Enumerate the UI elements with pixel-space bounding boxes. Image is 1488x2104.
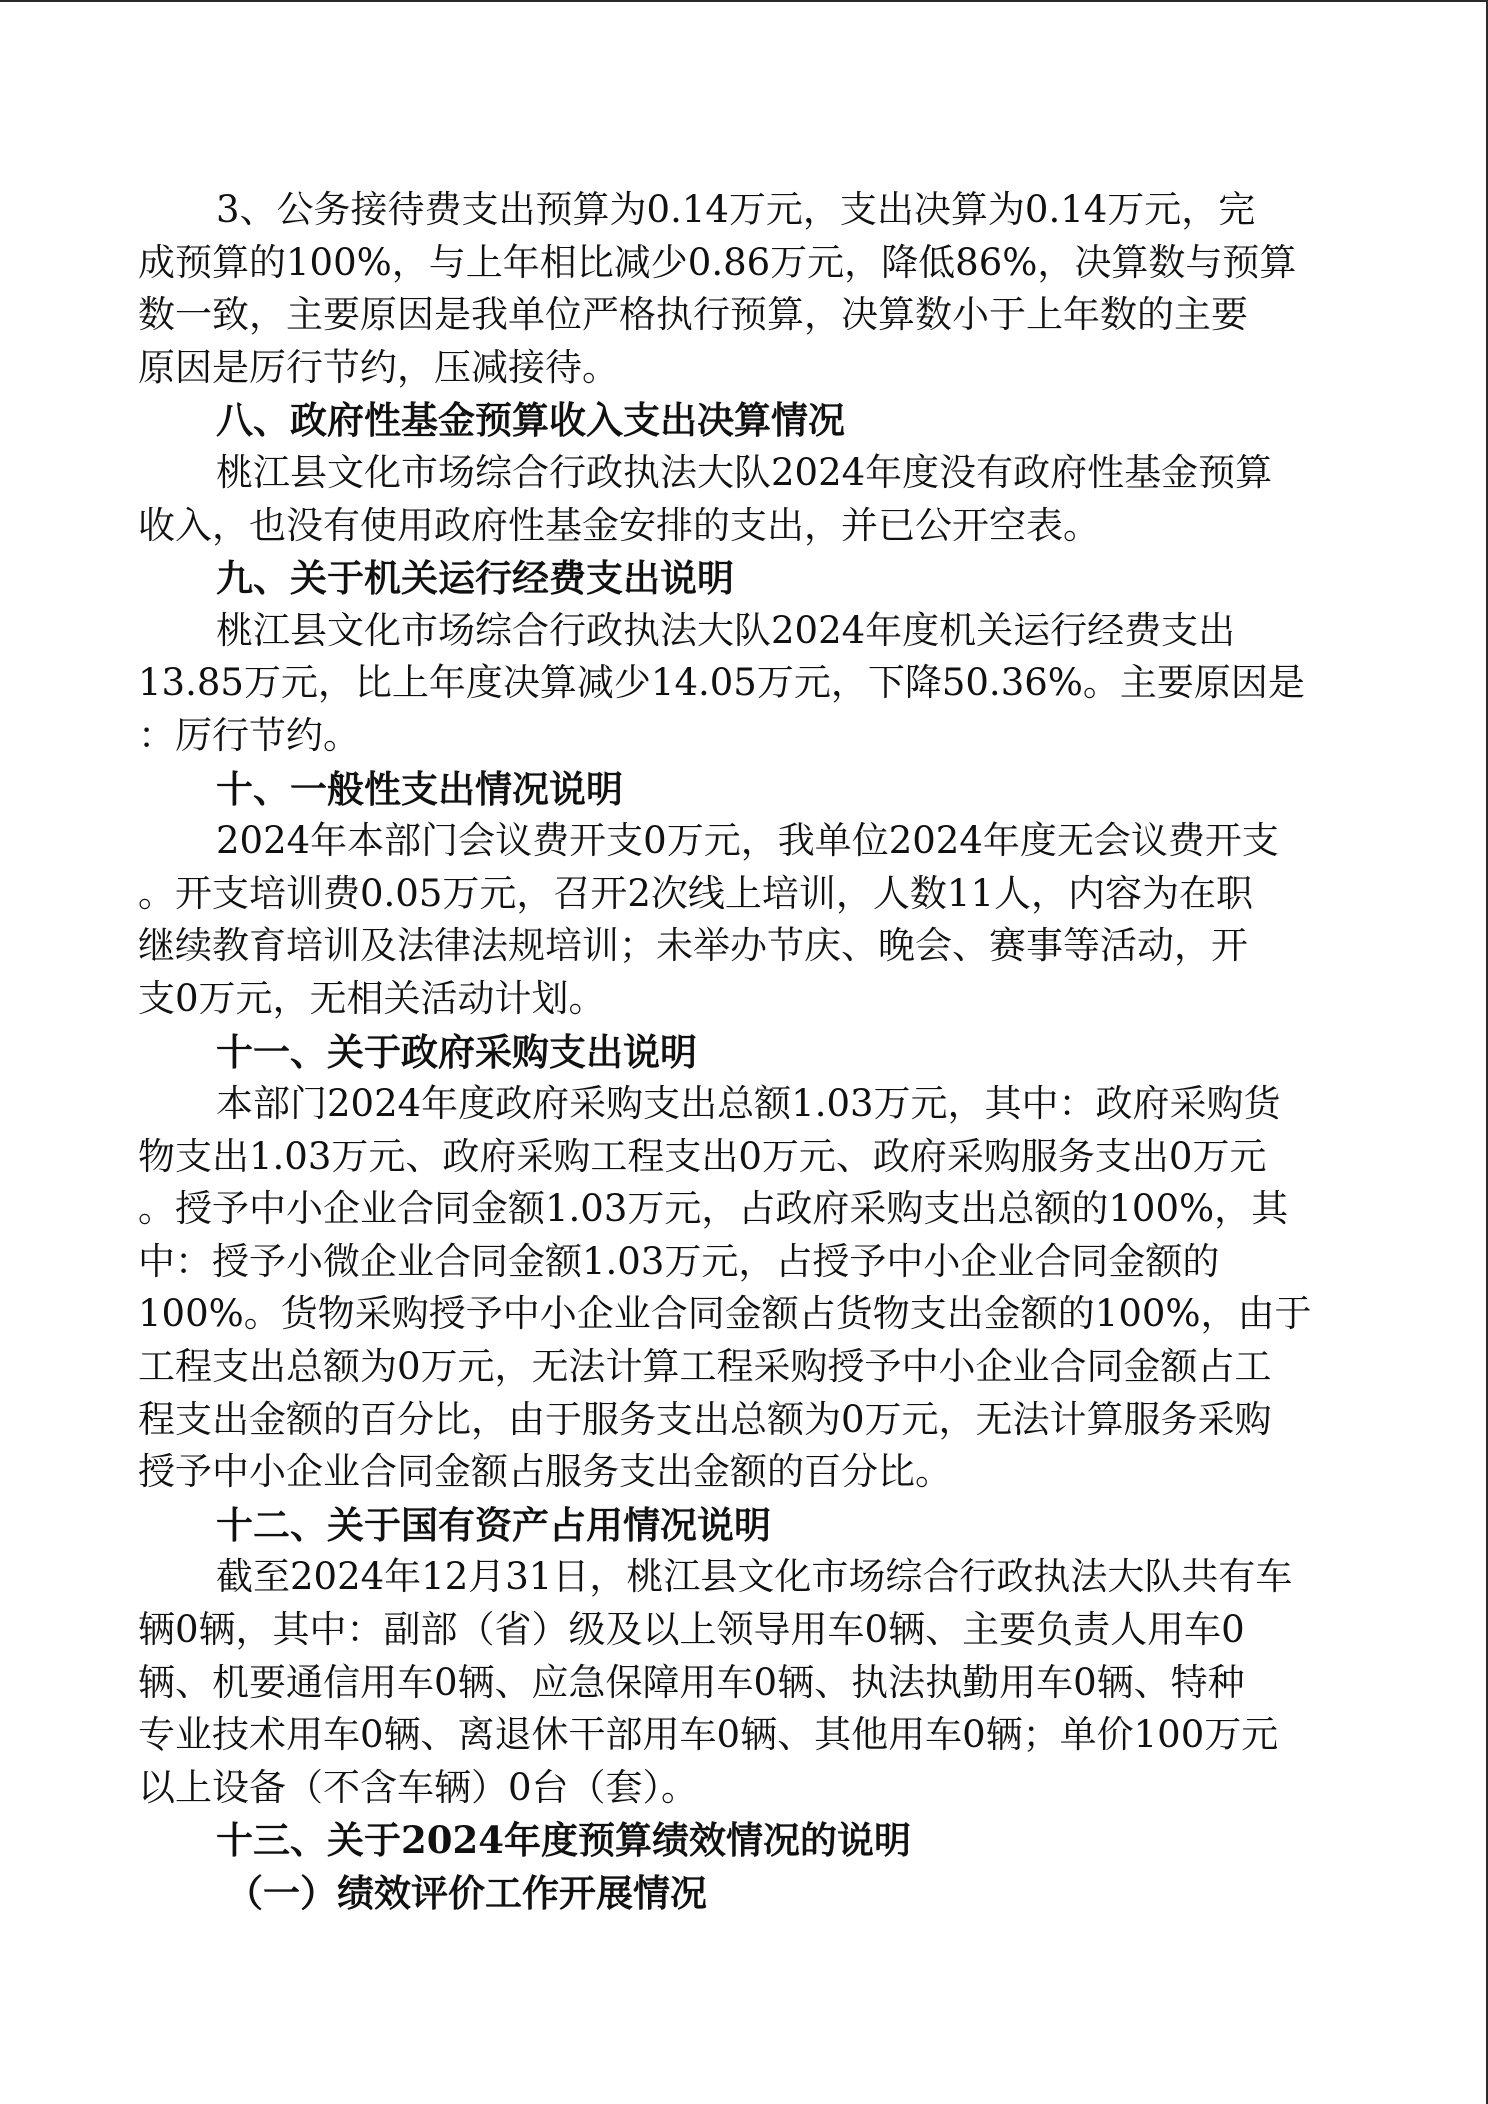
paragraph-line: 支0万元，无相关活动计划。 [138, 976, 606, 1020]
paragraph-line: 2024年本部门会议费开支0万元，我单位2024年度无会议费开支 [216, 819, 1279, 863]
section-general-expense [138, 763, 1348, 1026]
section-procurement [138, 1026, 1348, 1499]
paragraph-line: 100%。货物采购授予中小企业合同金额占货物支出金额的100%，由于 [138, 1292, 1312, 1336]
section-heading: 十一、关于政府采购支出说明 [216, 1029, 697, 1074]
section-gov-fund [138, 394, 1348, 552]
paragraph-line: 桃江县文化市场综合行政执法大队2024年度机关运行经费支出 [216, 608, 1236, 652]
paragraph-line: 原因是厉行节约，压减接待。 [138, 345, 619, 389]
section-heading: 九、关于机关运行经费支出说明 [216, 556, 734, 601]
paragraph-line: 授予中小企业合同金额占服务支出金额的百分比。 [138, 1450, 952, 1494]
paragraph-line: 桃江县文化市场综合行政执法大队2024年度没有政府性基金预算 [216, 450, 1273, 494]
paragraph-line: 截至2024年12月31日，桃江县文化市场综合行政执法大队共有车 [216, 1555, 1293, 1599]
paragraph-line: 辆、机要通信用车0辆、应急保障用车0辆、执法执勤用车0辆、特种 [138, 1660, 1245, 1704]
paragraph-line: 中：授予小微企业合同金额1.03万元，占授予中小企业合同金额的 [138, 1239, 1220, 1283]
section-heading: 八、政府性基金预算收入支出决算情况 [216, 398, 845, 443]
section-heading: 十、一般性支出情况说明 [216, 766, 623, 811]
section-state-assets [138, 1499, 1348, 1815]
paragraph-line: 专业技术用车0辆、离退休干部用车0辆、其他用车0辆；单价100万元 [138, 1713, 1279, 1757]
paragraph-line: 工程支出总额为0万元，无法计算工程采购授予中小企业合同金额占工 [138, 1345, 1272, 1389]
paragraph-line: 本部门2024年度政府采购支出总额1.03万元，其中：政府采购货 [216, 1082, 1281, 1126]
paragraph-line: 成预算的100%，与上年相比减少0.86万元，降低86%，决算数与预算 [138, 240, 1297, 284]
document-body [138, 184, 1348, 1920]
section-heading: 十三、关于2024年度预算绩效情况的说明 [216, 1818, 911, 1863]
paragraph-line: 13.85万元，比上年度决算减少14.05万元，下降50.36%。主要原因是 [138, 661, 1305, 705]
paragraph-line: 收入，也没有使用政府性基金安排的支出，并已公开空表。 [138, 503, 1100, 547]
section-operating-cost [138, 552, 1348, 762]
paragraph-line: 程支出金额的百分比，由于服务支出总额为0万元，无法计算服务采购 [138, 1397, 1272, 1441]
paragraph-line: 数一致，主要原因是我单位严格执行预算，决算数小于上年数的主要 [138, 293, 1248, 337]
paragraph-line: 物支出1.03万元、政府采购工程支出0万元、政府采购服务支出0万元 [138, 1134, 1267, 1178]
paragraph-line: 辆0辆，其中：副部（省）级及以上领导用车0辆、主要负责人用车0 [138, 1608, 1245, 1652]
paragraph-line: 继续教育培训及法律法规培训；未举办节庆、晚会、赛事等活动，开 [138, 924, 1248, 968]
paragraph-line: 3、公务接待费支出预算为0.14万元，支出决算为0.14万元，完 [216, 188, 1256, 231]
paragraph-line: 以上设备（不含车辆）0台（套）。 [138, 1765, 699, 1809]
subsection-heading: （一）绩效评价工作开展情况 [226, 1871, 707, 1915]
section-hospitality [138, 184, 1348, 394]
paragraph-line: 。开支培训费0.05万元，召开2次线上培训，人数11人，内容为在职 [138, 871, 1254, 915]
section-heading: 十二、关于国有资产占用情况说明 [216, 1502, 771, 1547]
paragraph-line: ：厉行节约。 [138, 713, 360, 757]
section-performance [138, 1814, 1348, 1919]
paragraph-line: 。授予中小企业合同金额1.03万元，占政府采购支出总额的100%，其 [138, 1187, 1289, 1231]
